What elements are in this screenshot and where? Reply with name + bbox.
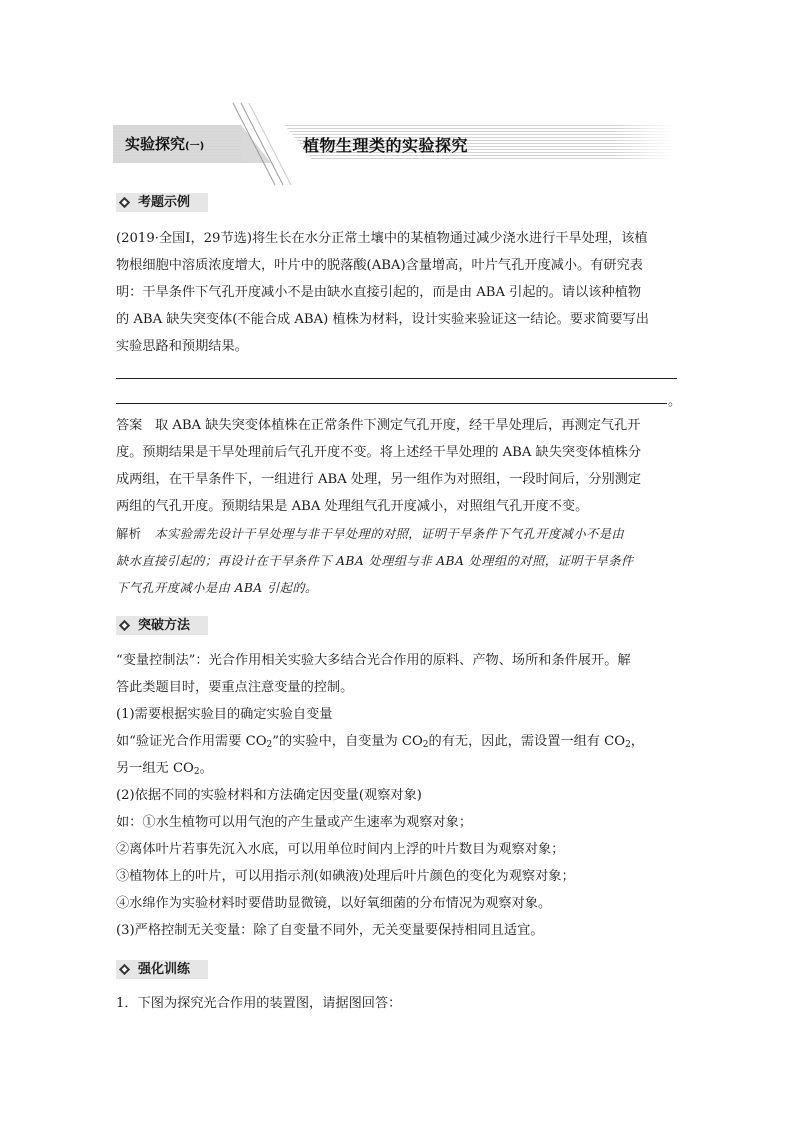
subscript: 2 <box>625 740 631 750</box>
analysis-line: 缺水直接引起的；再设计在干旱条件下 ABA 处理组与非 ABA 处理组的对照，证明干旱条件 <box>116 554 634 568</box>
training-question: 1．下图为探究光合作用的装置图，请据图回答： <box>116 996 402 1011</box>
text-run: 另一组无 CO <box>116 761 194 776</box>
chapter-banner <box>113 101 673 187</box>
analysis-text: 本实验需先设计干旱处理与非干旱处理的对照，证明干旱条件下气孔开度减小不是由 <box>154 527 625 541</box>
method-point-title: (3)严格控制无关变量：除了自变量不同外，无关变量要保持相同且适宜。 <box>116 923 544 938</box>
banner-title: 植物生理类的实验探究 <box>303 136 469 155</box>
answer-label: 答案 <box>116 418 143 433</box>
answer-line <box>116 413 676 439</box>
question-line: 实验思路和预期结果。 <box>116 339 248 354</box>
section-title: 强化训练 <box>138 962 191 977</box>
method-list-item: ④水绵作为实验材料时要借助显微镜，以好氧细菌的分布情况为观察对象。 <box>116 896 552 911</box>
subscript: 2 <box>422 740 429 750</box>
subscript: 2 <box>193 767 200 777</box>
subscript: 2 <box>266 740 273 750</box>
diamond-icon <box>119 197 130 208</box>
answer-blank-line <box>116 378 677 379</box>
answer-line: 成两组，在干旱条件下，一组进行 ABA 处理，另一组作为对照组，一段时间后，分别测定 <box>116 472 642 487</box>
method-line: “变量控制法”：光合作用相关实验大多结合光合作用的原料、产物、场所和条件展开。解 <box>116 653 631 668</box>
question-line: (2019·全国Ⅰ，29节选)将生长在水分正常土壤中的某植物通过减少浇水进行干旱处理，该植 <box>116 231 648 246</box>
analysis-line: 下气孔开度减小是由 ABA 引起的。 <box>116 581 318 595</box>
question-line: 物根细胞中溶质浓度增大，叶片中的脱落酸(ABA)含量增高，叶片气孔开度减小。有研究表 <box>116 258 643 273</box>
answer-blank-line <box>116 403 667 404</box>
diamond-icon <box>119 964 130 975</box>
answer-text: 取 ABA 缺失突变体植株在正常条件下测定气孔开度，经干旱处理后，再测定气孔开 <box>154 418 641 433</box>
section-header-example <box>116 193 208 212</box>
method-list-item: 如：①水生植物可以用气泡的产生量或产生速率为观察对象； <box>116 815 473 830</box>
method-line <box>116 756 676 782</box>
method-point-title: (2)依据不同的实验材料和方法确定因变量(观察对象) <box>116 788 422 803</box>
banner-label <box>125 133 204 154</box>
method-line <box>116 729 676 755</box>
text-run: 如“验证光合作用需要 CO <box>116 734 267 749</box>
answer-line: 度。预期结果是干旱处理前后气孔开度不变。将上述经干旱处理的 ABA 缺失突变体植株分 <box>116 445 642 460</box>
method-point-title: (1)需要根据实验目的确定实验自变量 <box>116 707 333 722</box>
answer-line: 两组的气孔开度。预期结果是 ABA 处理组气孔开度减小，对照组气孔开度不变。 <box>116 499 589 514</box>
section-header-training <box>116 960 208 979</box>
analysis-line <box>116 521 678 548</box>
section-header-method <box>116 616 208 635</box>
banner-label-number: (一) <box>185 141 205 152</box>
diamond-icon <box>119 620 130 631</box>
analysis-label: 解析 <box>116 527 142 541</box>
method-line: 答此类题目时，要重点注意变量的控制。 <box>116 680 354 695</box>
banner-label-main: 实验探究 <box>125 135 186 153</box>
text-run: 。 <box>199 761 213 776</box>
question-line: 明：干旱条件下气孔开度减小不是由缺水直接引起的，而是由 ABA 引起的。请以该种植物 <box>116 285 642 300</box>
method-list-item: ③植物体上的叶片，可以用指示剂(如碘液)处理后叶片颜色的变化为观察对象； <box>116 869 575 884</box>
section-title: 考题示例 <box>138 195 191 210</box>
text-run: 的有无，因此，需设置一组有 CO <box>428 734 626 749</box>
method-list-item: ②离体叶片若事先沉入水底，可以用单位时间内上浮的叶片数目为观察对象； <box>116 842 565 857</box>
text-run: ， <box>630 734 644 749</box>
blank-end-mark: 。 <box>668 394 682 409</box>
text-run: ”的实验中，自变量为 CO <box>272 734 423 749</box>
question-line: 的 ABA 缺失突变体(不能合成 ABA) 植株为材料，设计实验来验证这一结论。要求简要写出 <box>116 312 649 327</box>
section-title: 突破方法 <box>138 618 191 633</box>
